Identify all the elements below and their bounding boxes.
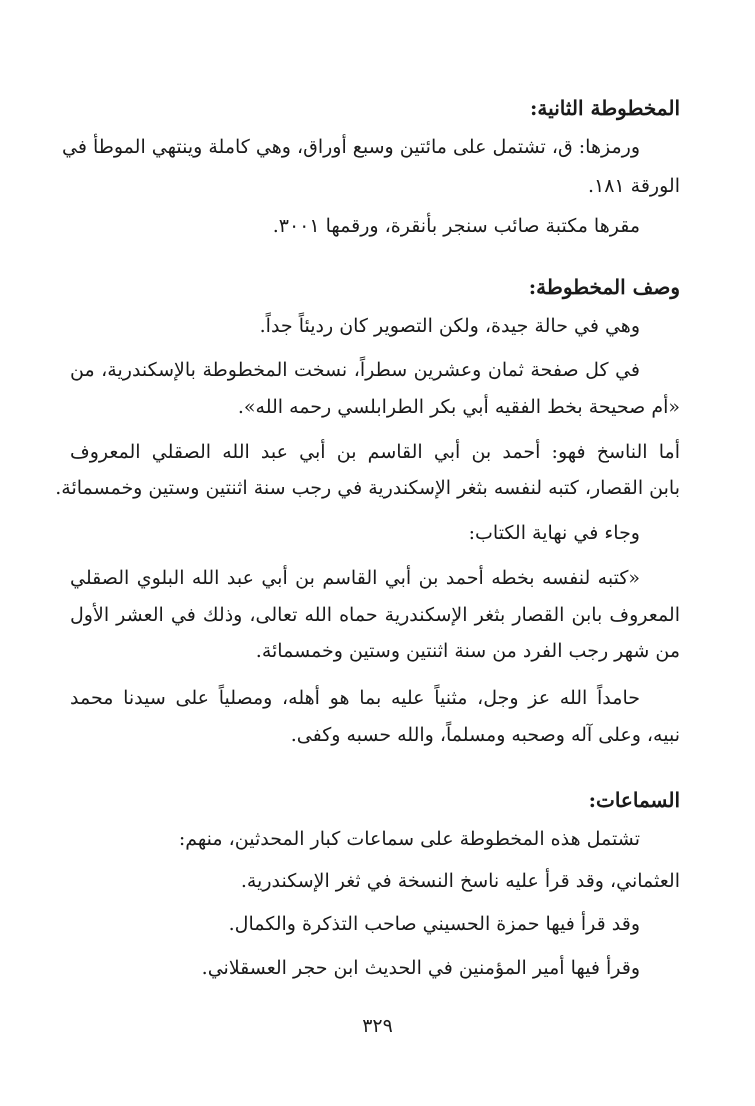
quote-line: المعروف بابن القصار بثغر الإسكندرية حماه الله تعالى، وذلك في العشر الأول [70,604,680,626]
quote-line: حامداً الله عز وجل، مثنياً عليه بما هو أهله، ومصلياً على سيدنا محمد [70,687,640,709]
paragraph-line: وقد قرأ فيها حمزة الحسيني صاحب التذكرة والكمال. [228,913,640,935]
paragraph-line: أما الناسخ فهو: أحمد بن أبي القاسم بن أبي عبد الله الصقلي المعروف [70,441,680,463]
heading-second-manuscript: المخطوطة الثانية: [530,96,680,120]
paragraph-line: وهي في حالة جيدة، ولكن التصوير كان رديئاً جداً. [259,315,640,337]
quote-line: «كتبه لنفسه بخطه أحمد بن أبي القاسم بن أبي عبد الله البلوي الصقلي [70,567,640,589]
heading-samaat: السماعات: [588,788,680,812]
paragraph-line: بابن القصار، كتبه لنفسه بثغر الإسكندرية في رجب سنة اثنتين وستين وخمسمائة. [55,477,680,499]
paragraph-line: «أم صحيحة بخط الفقيه أبي بكر الطرابلسي رحمه الله». [237,396,680,418]
paragraph-line: الورقة ١٨١. [587,175,680,197]
quote-line: نبيه، وعلى آله وصحبه ومسلماً، والله حسبه وكفى. [290,724,680,746]
paragraph-line: ورمزها: ق، تشتمل على مائتين وسبع أوراق، وهي كاملة وينتهي الموطأ في [62,136,640,158]
quote-line: من شهر رجب الفرد من سنة اثنتين وستين وخمسمائة. [255,640,680,662]
paragraph-line: وقرأ فيها أمير المؤمنين في الحديث ابن حجر العسقلاني. [201,957,640,979]
paragraph-line: في كل صفحة ثمان وعشرين سطراً، نسخت المخطوطة بالإسكندرية، من [70,359,640,381]
paragraph-line: تشتمل هذه المخطوطة على سماعات كبار المحدثين، منهم: [178,828,640,850]
heading-manuscript-description: وصف المخطوطة: [528,275,680,299]
paragraph-line: وجاء في نهاية الكتاب: [468,522,640,544]
paragraph-line: مقرها مكتبة صائب سنجر بأنقرة، ورقمها ٣٠٠١. [272,215,640,237]
paragraph-line: العثماني، وقد قرأ عليه ناسخ النسخة في ثغر الإسكندرية. [240,870,680,892]
page-number: ٣٢٩ [362,1015,393,1037]
